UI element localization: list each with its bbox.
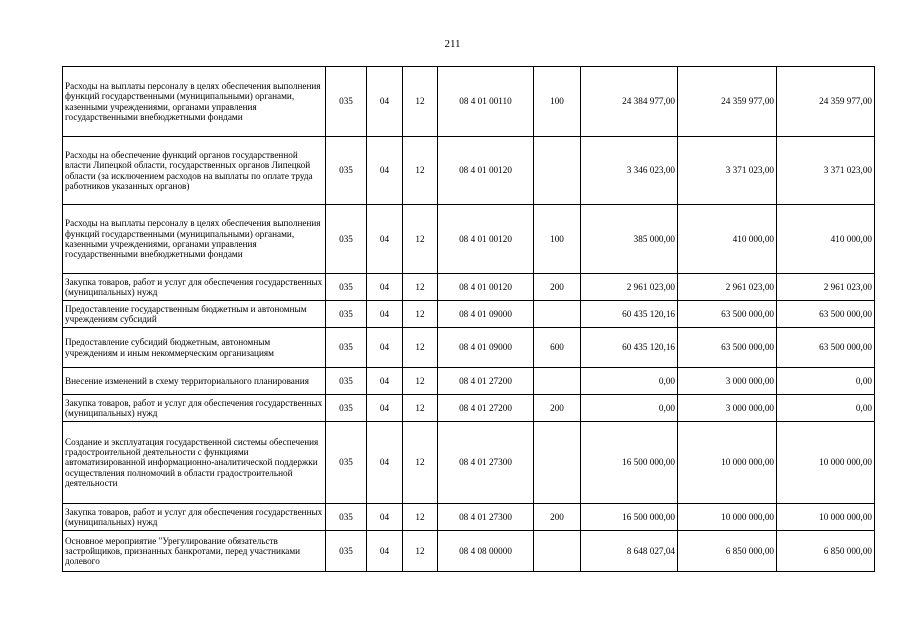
row-expense-type bbox=[534, 137, 581, 205]
row-sum-year-2: 10 000 000,00 bbox=[678, 422, 777, 504]
row-target-article: 08 4 08 00000 bbox=[438, 531, 534, 572]
row-grbs-code: 035 bbox=[326, 137, 367, 205]
row-expense-type: 100 bbox=[534, 67, 581, 137]
table-row bbox=[63, 137, 875, 205]
row-description: Закупка товаров, работ и услуг для обеспечения государственных (муниципальных) нужд bbox=[63, 395, 326, 422]
row-expense-type: 200 bbox=[534, 504, 581, 531]
row-sum-year-2: 63 500 000,00 bbox=[678, 328, 777, 368]
table-row bbox=[63, 274, 875, 301]
row-expense-type bbox=[534, 368, 581, 395]
row-sum-year-1: 8 648 027,04 bbox=[581, 531, 678, 572]
row-target-article: 08 4 01 27300 bbox=[438, 422, 534, 504]
row-target-article: 08 4 01 27300 bbox=[438, 504, 534, 531]
table-row bbox=[63, 531, 875, 572]
row-sum-year-3: 2 961 023,00 bbox=[777, 274, 875, 301]
table-row bbox=[63, 67, 875, 137]
row-sum-year-1: 24 384 977,00 bbox=[581, 67, 678, 137]
row-section: 04 bbox=[367, 274, 403, 301]
row-grbs-code: 035 bbox=[326, 274, 367, 301]
row-subsection: 12 bbox=[403, 328, 438, 368]
row-description: Расходы на выплаты персоналу в целях обеспечения выполнения функций государственными (муниципальными) органами, казенными учреждениями, органами управления государственными внебюджетными фондами bbox=[63, 205, 326, 274]
row-target-article: 08 4 01 09000 bbox=[438, 301, 534, 328]
row-target-article: 08 4 01 27200 bbox=[438, 368, 534, 395]
table-row bbox=[63, 395, 875, 422]
row-expense-type bbox=[534, 301, 581, 328]
row-sum-year-3: 63 500 000,00 bbox=[777, 301, 875, 328]
row-sum-year-1: 16 500 000,00 bbox=[581, 504, 678, 531]
row-section: 04 bbox=[367, 422, 403, 504]
row-sum-year-3: 0,00 bbox=[777, 368, 875, 395]
row-target-article: 08 4 01 09000 bbox=[438, 328, 534, 368]
row-section: 04 bbox=[367, 368, 403, 395]
row-grbs-code: 035 bbox=[326, 504, 367, 531]
row-sum-year-2: 2 961 023,00 bbox=[678, 274, 777, 301]
row-grbs-code: 035 bbox=[326, 328, 367, 368]
row-description: Расходы на обеспечение функций органов государственной власти Липецкой области, государственных органов Липецкой области (за исключением расходов на выплаты по оплате труда работников указанных органов) bbox=[63, 137, 326, 205]
row-subsection: 12 bbox=[403, 395, 438, 422]
row-sum-year-1: 2 961 023,00 bbox=[581, 274, 678, 301]
row-subsection: 12 bbox=[403, 274, 438, 301]
row-description: Основное мероприятие "Урегулирование обязательств застройщиков, признанных банкротами, перед участниками долевого bbox=[63, 531, 326, 572]
row-target-article: 08 4 01 00120 bbox=[438, 274, 534, 301]
row-sum-year-1: 385 000,00 bbox=[581, 205, 678, 274]
row-sum-year-1: 60 435 120,16 bbox=[581, 301, 678, 328]
row-subsection: 12 bbox=[403, 205, 438, 274]
row-section: 04 bbox=[367, 205, 403, 274]
row-sum-year-2: 10 000 000,00 bbox=[678, 504, 777, 531]
row-sum-year-3: 6 850 000,00 bbox=[777, 531, 875, 572]
row-expense-type: 600 bbox=[534, 328, 581, 368]
row-section: 04 bbox=[367, 328, 403, 368]
row-sum-year-3: 10 000 000,00 bbox=[777, 422, 875, 504]
row-sum-year-3: 0,00 bbox=[777, 395, 875, 422]
table-row bbox=[63, 504, 875, 531]
row-sum-year-1: 0,00 bbox=[581, 368, 678, 395]
row-expense-type: 100 bbox=[534, 205, 581, 274]
row-sum-year-1: 16 500 000,00 bbox=[581, 422, 678, 504]
row-subsection: 12 bbox=[403, 137, 438, 205]
row-grbs-code: 035 bbox=[326, 395, 367, 422]
row-section: 04 bbox=[367, 395, 403, 422]
row-description: Закупка товаров, работ и услуг для обеспечения государственных (муниципальных) нужд bbox=[63, 504, 326, 531]
row-expense-type bbox=[534, 531, 581, 572]
row-section: 04 bbox=[367, 67, 403, 137]
row-description: Предоставление государственным бюджетным и автономным учреждениям субсидий bbox=[63, 301, 326, 328]
row-target-article: 08 4 01 00120 bbox=[438, 137, 534, 205]
row-target-article: 08 4 01 00120 bbox=[438, 205, 534, 274]
row-section: 04 bbox=[367, 137, 403, 205]
row-target-article: 08 4 01 00110 bbox=[438, 67, 534, 137]
row-sum-year-2: 3 371 023,00 bbox=[678, 137, 777, 205]
table-row bbox=[63, 328, 875, 368]
row-description: Создание и эксплуатация государственной системы обеспечения градостроительной деятельности с функциями автоматизированной информационно-аналитической поддержки осуществления полномочий в области градостроительной деятельности bbox=[63, 422, 326, 504]
row-section: 04 bbox=[367, 504, 403, 531]
budget-table bbox=[62, 66, 875, 572]
row-description: Предоставление субсидий бюджетным, автономным учреждениям и иным некоммерческим организациям bbox=[63, 328, 326, 368]
row-sum-year-2: 6 850 000,00 bbox=[678, 531, 777, 572]
row-subsection: 12 bbox=[403, 422, 438, 504]
row-grbs-code: 035 bbox=[326, 422, 367, 504]
row-subsection: 12 bbox=[403, 301, 438, 328]
row-subsection: 12 bbox=[403, 504, 438, 531]
row-grbs-code: 035 bbox=[326, 301, 367, 328]
row-grbs-code: 035 bbox=[326, 531, 367, 572]
row-sum-year-1: 60 435 120,16 bbox=[581, 328, 678, 368]
row-expense-type bbox=[534, 422, 581, 504]
row-sum-year-2: 410 000,00 bbox=[678, 205, 777, 274]
row-grbs-code: 035 bbox=[326, 205, 367, 274]
row-description: Расходы на выплаты персоналу в целях обеспечения выполнения функций государственными (муниципальными) органами, казенными учреждениями, органами управления государственными внебюджетными фондами bbox=[63, 67, 326, 137]
table-row bbox=[63, 205, 875, 274]
row-sum-year-3: 63 500 000,00 bbox=[777, 328, 875, 368]
row-subsection: 12 bbox=[403, 531, 438, 572]
row-grbs-code: 035 bbox=[326, 368, 367, 395]
row-sum-year-3: 24 359 977,00 bbox=[777, 67, 875, 137]
table-row bbox=[63, 368, 875, 395]
row-sum-year-2: 63 500 000,00 bbox=[678, 301, 777, 328]
table-row bbox=[63, 301, 875, 328]
table-row bbox=[63, 422, 875, 504]
row-sum-year-2: 3 000 000,00 bbox=[678, 395, 777, 422]
row-section: 04 bbox=[367, 531, 403, 572]
row-sum-year-3: 3 371 023,00 bbox=[777, 137, 875, 205]
row-sum-year-1: 0,00 bbox=[581, 395, 678, 422]
row-sum-year-3: 10 000 000,00 bbox=[777, 504, 875, 531]
row-subsection: 12 bbox=[403, 368, 438, 395]
row-sum-year-2: 3 000 000,00 bbox=[678, 368, 777, 395]
row-grbs-code: 035 bbox=[326, 67, 367, 137]
row-subsection: 12 bbox=[403, 67, 438, 137]
row-section: 04 bbox=[367, 301, 403, 328]
row-description: Закупка товаров, работ и услуг для обеспечения государственных (муниципальных) нужд bbox=[63, 274, 326, 301]
row-sum-year-2: 24 359 977,00 bbox=[678, 67, 777, 137]
row-sum-year-3: 410 000,00 bbox=[777, 205, 875, 274]
row-sum-year-1: 3 346 023,00 bbox=[581, 137, 678, 205]
row-target-article: 08 4 01 27200 bbox=[438, 395, 534, 422]
row-expense-type: 200 bbox=[534, 395, 581, 422]
row-description: Внесение изменений в схему территориального планирования bbox=[63, 368, 326, 395]
page-number: 211 bbox=[444, 38, 461, 50]
row-expense-type: 200 bbox=[534, 274, 581, 301]
